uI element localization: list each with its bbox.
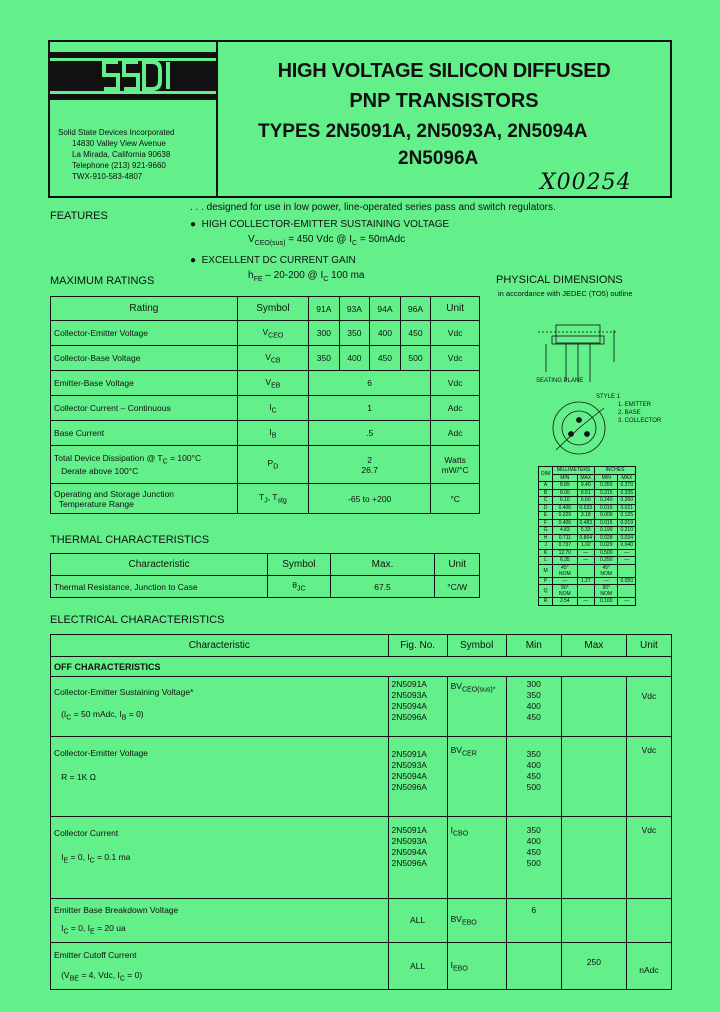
table-row bbox=[51, 677, 672, 737]
off-characteristics-row bbox=[51, 657, 672, 677]
dimension-cell: 6.60 bbox=[577, 497, 595, 505]
symbol-cell: $V_{CB}$ bbox=[237, 346, 308, 371]
dimension-cell: 0.016 bbox=[595, 504, 618, 512]
company-phone: Telephone (213) 921-9660 bbox=[72, 161, 166, 170]
max-ratings-heading: MAXIMUM RATINGS bbox=[50, 275, 155, 287]
dimension-cell: 0.125 bbox=[618, 512, 636, 520]
unit-cell: Vdc bbox=[626, 737, 671, 817]
header-right-rule bbox=[670, 40, 672, 198]
value-cell: 350 bbox=[309, 346, 340, 371]
dimension-row bbox=[539, 549, 636, 557]
electrical-table bbox=[50, 634, 672, 990]
dimension-cell: B bbox=[539, 489, 553, 497]
dimension-cell: 0.009 bbox=[595, 512, 618, 520]
seating-plane-label: SEATING PLANE bbox=[536, 378, 584, 384]
dimension-cell: 0.483 bbox=[577, 519, 595, 527]
dimension-row bbox=[539, 519, 636, 527]
dimension-cell: 0.034 bbox=[618, 534, 636, 542]
unit-cell: nAdc bbox=[626, 942, 671, 990]
value-cell: .5 bbox=[309, 421, 431, 446]
table-row bbox=[51, 899, 672, 943]
company-logo bbox=[50, 52, 216, 100]
dimension-row bbox=[539, 512, 636, 520]
dimension-row bbox=[539, 482, 636, 490]
dimension-cell: 0.029 bbox=[595, 542, 618, 550]
unit-cell: Vdc bbox=[431, 321, 480, 346]
max-ratings-table bbox=[50, 296, 480, 514]
max-cell: 250 bbox=[561, 942, 626, 990]
unit-cell: Vdc bbox=[431, 346, 480, 371]
value-cell: 2 26.7 bbox=[309, 446, 431, 484]
dimension-row bbox=[539, 497, 636, 505]
symbol-cell: $T_J$, $T_{stg}$ bbox=[237, 484, 308, 514]
min-cell: 350 400 450 500 bbox=[506, 737, 561, 817]
dimension-cell: 1.02 bbox=[577, 542, 595, 550]
dimension-cell: 0.315 bbox=[595, 489, 618, 497]
max-cell bbox=[561, 817, 626, 899]
dimension-cell: 0.019 bbox=[618, 519, 636, 527]
characteristic-cell: Collector-Emitter Voltage R = 1K Ω bbox=[51, 737, 389, 817]
dimension-cell: 45° NOM bbox=[595, 564, 618, 577]
thermal-heading: THERMAL CHARACTERISTICS bbox=[50, 534, 210, 546]
dimension-cell: 6.35 bbox=[553, 557, 577, 565]
dimension-cell: L bbox=[539, 557, 553, 565]
dimension-row bbox=[539, 489, 636, 497]
col-max: MAX bbox=[577, 474, 595, 482]
dimension-cell: 2.54 bbox=[553, 598, 577, 606]
dimension-cell: 0.021 bbox=[618, 504, 636, 512]
table-header-row bbox=[51, 554, 480, 576]
col-characteristic: Characteristic bbox=[51, 554, 268, 576]
characteristic-cell: Collector-Emitter Sustaining Voltage* ($I_C = 50$ mAdc, $I_B = 0$) bbox=[51, 677, 389, 737]
dimension-cell: 6.10 bbox=[553, 497, 577, 505]
dimension-cell: — bbox=[577, 598, 595, 606]
characteristic-cell: Thermal Resistance, Junction to Case bbox=[51, 576, 268, 598]
dimension-cell: 0.350 bbox=[595, 482, 618, 490]
thermal-table bbox=[50, 553, 480, 598]
title-line2: PNP TRANSISTORS bbox=[349, 90, 539, 112]
unit-cell: °C bbox=[431, 484, 480, 514]
rating-cell: Operating and Storage Junction Temperature Range bbox=[51, 484, 238, 514]
physical-subheading: in accordance with JEDEC (TO5) outline bbox=[498, 289, 633, 298]
min-cell: 6 bbox=[506, 899, 561, 943]
unit-cell bbox=[626, 899, 671, 943]
max-cell bbox=[561, 737, 626, 817]
dimension-cell: 0.370 bbox=[618, 482, 636, 490]
unit-cell: Adc bbox=[431, 396, 480, 421]
fig-cell: 2N5091A 2N5093A 2N5094A 2N5096A bbox=[388, 737, 447, 817]
dimension-cell: 8.00 bbox=[553, 489, 577, 497]
col-mm: MILLIMETERS bbox=[553, 467, 595, 475]
dimension-cell bbox=[618, 564, 636, 577]
dimension-cell: 1.27 bbox=[577, 577, 595, 585]
dimension-cell: 0.016 bbox=[595, 519, 618, 527]
pin2-label: 2. BASE bbox=[618, 410, 641, 416]
style-label: STYLE 1 bbox=[596, 394, 621, 400]
symbol-cell: $I_C$ bbox=[237, 396, 308, 421]
dimension-cell: 0.737 bbox=[553, 542, 577, 550]
table-row bbox=[51, 396, 480, 421]
col-symbol: Symbol bbox=[447, 635, 506, 657]
fig-cell: 2N5091A 2N5093A 2N5094A 2N5096A bbox=[388, 677, 447, 737]
dimension-cell: F bbox=[539, 519, 553, 527]
company-street: 14830 Valley View Avenue bbox=[72, 139, 166, 148]
dimension-table bbox=[538, 466, 636, 606]
header-bottom-rule bbox=[48, 196, 672, 198]
off-characteristics-heading: OFF CHARACTERISTICS bbox=[51, 657, 672, 677]
dimension-cell bbox=[577, 564, 595, 577]
dimension-cell: 0.406 bbox=[553, 504, 577, 512]
dimension-cell: 0.260 bbox=[618, 497, 636, 505]
characteristic-cell: Emitter Base Breakdown Voltage $I_C = 0$, $I_E = 20$ ua bbox=[51, 899, 389, 943]
unit-cell: Vdc bbox=[431, 371, 480, 396]
rating-cell: Base Current bbox=[51, 421, 238, 446]
dimension-cell: — bbox=[595, 577, 618, 585]
max-cell: 67.5 bbox=[330, 576, 435, 598]
symbol-cell: $BV_{EBO}$ bbox=[447, 899, 506, 943]
col-symbol: Symbol bbox=[268, 554, 330, 576]
dimension-row bbox=[539, 598, 636, 606]
min-cell bbox=[506, 942, 561, 990]
dimension-cell: — bbox=[618, 557, 636, 565]
characteristic-cell: Collector Current $I_E = 0$, $I_C = 0.1$ ma bbox=[51, 817, 389, 899]
dimension-cell: J bbox=[539, 542, 553, 550]
electrical-heading: ELECTRICAL CHARACTERISTICS bbox=[50, 614, 225, 626]
unit-cell: Adc bbox=[431, 421, 480, 446]
symbol-cell: $I_{EBO}$ bbox=[447, 942, 506, 990]
col-min: MIN bbox=[595, 474, 618, 482]
value-cell: 400 bbox=[370, 321, 401, 346]
dimension-cell: 0.040 bbox=[618, 542, 636, 550]
table-row bbox=[51, 576, 480, 598]
dimension-cell: — bbox=[577, 549, 595, 557]
col-min: Min bbox=[506, 635, 561, 657]
dimension-cell: H bbox=[539, 534, 553, 542]
characteristic-cell: Emitter Cutoff Current ($V_{BE} = 4$, Vdc, $I_C = 0$) bbox=[51, 942, 389, 990]
feature-bullet-2: ● EXCELLENT DC CURRENT GAIN bbox=[190, 255, 356, 266]
symbol-cell: $BV_{CEO(sus)*}$ bbox=[447, 677, 506, 737]
dimension-cell: — bbox=[553, 577, 577, 585]
table-header-row bbox=[51, 297, 480, 321]
dimension-cell: K bbox=[539, 549, 553, 557]
dimension-cell: E bbox=[539, 512, 553, 520]
col-unit: Unit bbox=[435, 554, 480, 576]
dimension-cell: 0.711 bbox=[553, 534, 577, 542]
value-cell: 300 bbox=[309, 321, 340, 346]
rating-cell: Collector Current – Continuous bbox=[51, 396, 238, 421]
rating-cell: Emitter-Base Voltage bbox=[51, 371, 238, 396]
min-cell: 300 350 400 450 bbox=[506, 677, 561, 737]
feature-bullet-1-detail: $V_{CEO(sus)} = 450$ Vdc @ $I_C$ = 50mAdc bbox=[248, 234, 406, 247]
dimension-cell: 0.533 bbox=[577, 504, 595, 512]
table-row bbox=[51, 737, 672, 817]
dimension-cell: P bbox=[539, 577, 553, 585]
dimension-row bbox=[539, 585, 636, 598]
table-row bbox=[51, 817, 672, 899]
col-min: MIN bbox=[553, 474, 577, 482]
dimension-cell: — bbox=[618, 598, 636, 606]
col-max: MAX bbox=[618, 474, 636, 482]
unit-cell: Vdc bbox=[626, 677, 671, 737]
value-cell: 450 bbox=[400, 321, 431, 346]
dimension-cell bbox=[618, 585, 636, 598]
table-row bbox=[51, 942, 672, 990]
company-twx: TWX-910-583-4807 bbox=[72, 172, 143, 181]
fig-cell: ALL bbox=[388, 942, 447, 990]
features-heading: FEATURES bbox=[50, 210, 108, 222]
dimension-cell: 90° NOM bbox=[595, 585, 618, 598]
unit-cell: Vdc bbox=[626, 817, 671, 899]
dimension-cell: 45° NOM bbox=[553, 564, 577, 577]
symbol-cell: $V_{CEO}$ bbox=[237, 321, 308, 346]
table-row bbox=[51, 446, 480, 484]
dimension-cell: 0.500 bbox=[595, 549, 618, 557]
col-rating: Rating bbox=[51, 297, 238, 321]
types-line2: 2N5096A bbox=[398, 148, 479, 169]
col-max: Max. bbox=[330, 554, 435, 576]
header-top-rule bbox=[48, 40, 672, 42]
dimension-cell: 8.51 bbox=[577, 489, 595, 497]
dimension-cell: — bbox=[577, 557, 595, 565]
symbol-cell: $\theta_{JC}$ bbox=[268, 576, 330, 598]
dimension-cell: 90° NOM bbox=[553, 585, 577, 598]
value-cell: 500 bbox=[400, 346, 431, 371]
col-unit: Unit bbox=[626, 635, 671, 657]
fig-cell: 2N5091A 2N5093A 2N5094A 2N5096A bbox=[388, 817, 447, 899]
value-cell: 350 bbox=[339, 321, 370, 346]
symbol-cell: $I_B$ bbox=[237, 421, 308, 446]
symbol-cell: $P_D$ bbox=[237, 446, 308, 484]
max-cell bbox=[561, 899, 626, 943]
dimension-cell: 5.33 bbox=[577, 527, 595, 535]
dimension-cell: 0.335 bbox=[618, 489, 636, 497]
col-characteristic: Characteristic bbox=[51, 635, 389, 657]
dimension-cell: 8.89 bbox=[553, 482, 577, 490]
dimension-row bbox=[539, 504, 636, 512]
dimension-row bbox=[539, 557, 636, 565]
col-fig: Fig. No. bbox=[388, 635, 447, 657]
value-cell: 400 bbox=[339, 346, 370, 371]
symbol-cell: $I_{CBO}$ bbox=[447, 817, 506, 899]
dimension-cell: 0.406 bbox=[553, 519, 577, 527]
features-intro: . . . designed for use in low power, line-operated series pass and switch regulators. bbox=[190, 202, 556, 213]
dimension-cell: C bbox=[539, 497, 553, 505]
company-city: La Mirada, California 90638 bbox=[72, 150, 171, 159]
dimension-row bbox=[539, 577, 636, 585]
symbol-cell: $BV_{CER}$ bbox=[447, 737, 506, 817]
dimension-row bbox=[539, 534, 636, 542]
dimension-row bbox=[539, 542, 636, 550]
dimension-cell: 0.050 bbox=[618, 577, 636, 585]
dimension-cell: 9.40 bbox=[577, 482, 595, 490]
dimension-cell bbox=[577, 585, 595, 598]
dimension-row bbox=[539, 527, 636, 535]
table-row bbox=[51, 346, 480, 371]
pin3-label: 3. COLLECTOR bbox=[618, 418, 662, 424]
dimension-cell: M bbox=[539, 564, 553, 577]
rating-cell: Collector-Emitter Voltage bbox=[51, 321, 238, 346]
dimension-row bbox=[539, 564, 636, 577]
dimension-cell: 12.70 bbox=[553, 549, 577, 557]
col-94a: 94A bbox=[370, 297, 401, 321]
dimension-cell: 0.250 bbox=[595, 557, 618, 565]
min-cell: 350 400 450 500 bbox=[506, 817, 561, 899]
feature-bullet-1: ● HIGH COLLECTOR-EMITTER SUSTAINING VOLTAGE bbox=[190, 219, 450, 230]
table-row bbox=[51, 321, 480, 346]
rating-cell: Total Device Dissipation @ $T_C = 100^\circ C$ Derate above 100°C bbox=[51, 446, 238, 484]
types-line1: TYPES 2N5091A, 2N5093A, 2N5094A bbox=[258, 121, 588, 142]
dimension-cell: A bbox=[539, 482, 553, 490]
col-96a: 96A bbox=[400, 297, 431, 321]
table-row bbox=[51, 371, 480, 396]
dimension-cell: 0.229 bbox=[553, 512, 577, 520]
value-cell: 1 bbox=[309, 396, 431, 421]
dimension-cell: G bbox=[539, 527, 553, 535]
col-dim: DIM bbox=[539, 467, 553, 482]
col-unit: Unit bbox=[431, 297, 480, 321]
dimension-cell: 0.864 bbox=[577, 534, 595, 542]
max-cell bbox=[561, 677, 626, 737]
dimension-cell: Q bbox=[539, 585, 553, 598]
table-row bbox=[51, 484, 480, 514]
title-line1: HIGH VOLTAGE SILICON DIFFUSED bbox=[277, 60, 611, 82]
dimension-cell: R bbox=[539, 598, 553, 606]
col-in: INCHES bbox=[595, 467, 636, 475]
dimension-cell: 0.190 bbox=[595, 527, 618, 535]
dimension-cell: 4.83 bbox=[553, 527, 577, 535]
table-header-row bbox=[51, 635, 672, 657]
dimension-cell: 0.100 bbox=[595, 598, 618, 606]
col-max: Max bbox=[561, 635, 626, 657]
col-93a: 93A bbox=[339, 297, 370, 321]
unit-cell: °C/W bbox=[435, 576, 480, 598]
handwritten-code: X00254 bbox=[540, 170, 632, 195]
dimension-cell: 0.240 bbox=[595, 497, 618, 505]
table-row bbox=[51, 421, 480, 446]
pin1-label: 1. EMITTER bbox=[618, 402, 652, 408]
dimension-cell: 0.210 bbox=[618, 527, 636, 535]
dimension-cell: D bbox=[539, 504, 553, 512]
dimension-cell: 3.18 bbox=[577, 512, 595, 520]
physical-heading: PHYSICAL DIMENSIONS bbox=[496, 274, 623, 286]
col-symbol: Symbol bbox=[237, 297, 308, 321]
rating-cell: Collector-Base Voltage bbox=[51, 346, 238, 371]
fig-cell: ALL bbox=[388, 899, 447, 943]
unit-cell: Watts mW/°C bbox=[431, 446, 480, 484]
col-91a: 91A bbox=[309, 297, 340, 321]
dimension-cell: — bbox=[618, 549, 636, 557]
symbol-cell: $V_{EB}$ bbox=[237, 371, 308, 396]
value-cell: -65 to +200 bbox=[309, 484, 431, 514]
dimension-cell: 0.028 bbox=[595, 534, 618, 542]
value-cell: 450 bbox=[370, 346, 401, 371]
company-name: Solid State Devices Incorporated bbox=[58, 128, 175, 137]
feature-bullet-2-detail: $h_{FE} - 20-200$ @ $I_C$ 100 ma bbox=[248, 270, 365, 283]
value-cell: 6 bbox=[309, 371, 431, 396]
